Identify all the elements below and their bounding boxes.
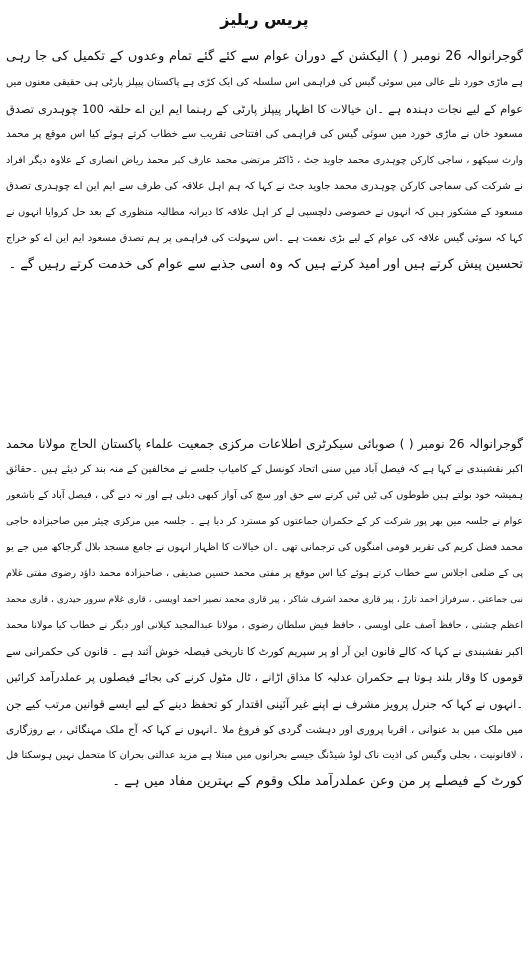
text-line: مسعود خان نے ماڑی خورد میں سوئی گیس کی فراہمی کی افتتاحی تقریب سے خطاب کرتے ہوئے کیا اس موقع پر محمد (6, 129, 523, 140)
text-line: ۔انہوں نے کہا کہ جنرل پرویز مشرف نے اپنے غیر آئینی اقتدار کو تحفظ دینے کے لیے ایسے قوانین مرتب کیے جن (6, 697, 523, 711)
text-line: تحسین پیش کرتے ہیں اور امید کرتے ہیں کہ وہ اسی جذبے سے عوام کی خدمت کرتے رہیں گے ۔ (8, 257, 523, 272)
text-line: عوام کے لیے نجات دہندہ ہے ۔ان خیالات کا اظہار پیپلز پارٹی کے رہنما ایم این اے حلقہ 100 چوہدری تصدق (6, 102, 523, 116)
text-line: میں ملک میں بد عنوانی ، اقربا پروری اور دہشت گردی کو فروغ ملا ۔انہوں نے کہا کہ آج ملک مہنگائی ، بے روزگاری (6, 724, 523, 736)
text-line: محمد فضل کریم کی تقریر قومی امنگوں کی ترجمانی تھی ۔ان خیالات کا اظہار انہوں نے جامع مسجد بلال گرجاکھ میں جے یو (6, 542, 523, 553)
text-line: پی کے ضلعی اجلاس سے خطاب کرتے ہوئے کیا اس موقع پر مفتی محمد حسین صدیقی ، صاحبزادہ محمد داؤد رضوی مفتی غلام (6, 568, 523, 579)
text-line: نے شرکت کی سماجی کارکن چوہدری محمد جاوید جٹ نے کہا کہ ہم اہل علاقہ کی طرف سے ایم این اے چوہدری تصدق (6, 181, 523, 192)
text-line: گوجرانوالہ 26 نومبر ( ) الیکشن کے دوران عوام سے کئے گئے تمام وعدوں کے تکمیل کی جا رہی (6, 49, 523, 64)
page-title: پریس ریلیز (220, 10, 309, 29)
text-line: ، لاقانونیت ، بجلی وگیس کی اذیت ناک لوڈ شیڈنگ جیسے بحرانوں میں مبتلا ہے مزید عدالتی بحران کا متحمل نہیں ہوسکتا فل (6, 750, 523, 761)
text-line: ہے ماڑی خورد تلے عالی میں سوئی گیس کی فراہمی اس سلسلہ کی ایک کڑی ہے پاکستان پیپلز پارٹی ہی حقیقی معنوں میں (6, 77, 523, 88)
text-line: اعظم چشتی ، حافظ آصف علی اویسی ، حافظ فیض سلطان رضوی ، مولانا عبدالمجید کیلانی اور دیگر نے خطاب کیا مولانا محمد (6, 620, 523, 631)
news-item-1 (6, 44, 523, 278)
text-line: اکبر نقشبندی نے کہا کہ کالے قانون این آر او پر سپریم کورٹ کا تاریخی فیصلہ خوش آئند ہے ۔ قانون کی حکمرانی سے (6, 646, 523, 658)
text-line: کورٹ کے فیصلے پر من وعن عملدرآمد ملک وقوم کے بہترین مفاد میں ہے ۔ (112, 774, 523, 789)
text-line: قوموں کا وقار بلند ہوتا ہے حکمران عدلیہ کا مذاق اڑانے ، ٹال مٹول کرنے کی بجائے فیصلوں پر عملدرآمد کرائیں (6, 671, 523, 684)
text-line: کہا کہ سوئی گیس علاقہ کی عوام کے لیے بڑی نعمت ہے ۔اس سہولت کی فراہمی پر ہم تصدق مسعود ایم این اے کو خراج (6, 233, 523, 244)
news-item-2 (6, 431, 523, 795)
text-line: ہمیشہ خود بولتے ہیں طوطوں کی ٹیں ٹیں کرنے سے حق اور سچ کی آواز کبھی دبلی ہے اور نہ دبے گی ، فیصل آباد کے باشعور (6, 490, 523, 501)
text-line: اکبر نقشبندی نے کہا ہے کہ فیصل آباد میں سنی اتحاد کونسل کے کامیاب جلسے نے مخالفین کے منہ بند کر دیئے ہیں ۔حقائق (6, 464, 523, 475)
text-line: عوام نے جلسہ میں بھر پور شرکت کر کے حکمران جماعتوں کو مسترد کر دیا ہے ۔ جلسہ میں مرکزی چیئر مین صاحبزادہ حاجی (6, 516, 523, 527)
text-line: مسعود کے مشکور ہیں کہ انہوں نے خصوصی دلچسپی لے کر اہل علاقہ کا دیرانہ مطالبہ منظوری کے بعد حل کروایا انہوں نے (6, 207, 523, 218)
text-line: گوجرانوالہ 26 نومبر ( ) صوبائی سیکرٹری اطلاعات مرکزی جمعیت علماء پاکستان الحاج مولانا محمد (6, 437, 523, 451)
text-line: نبی جماعتی ، سرفراز احمد تارڑ ، پیر قاری محمد اشرف شاکر ، پیر قاری محمد نصیر احمد اویسی ، قاری غلام سرور حیدری ، قاری محمد (6, 595, 523, 605)
text-line: وارث سیکھو ، ساجی کارکن چوہدری محمد جاوید جٹ ، ڈاکٹر مرتضی محمد عارف کبر محمد ریاض انصاری کے علاوہ دیگر افراد (6, 155, 523, 166)
